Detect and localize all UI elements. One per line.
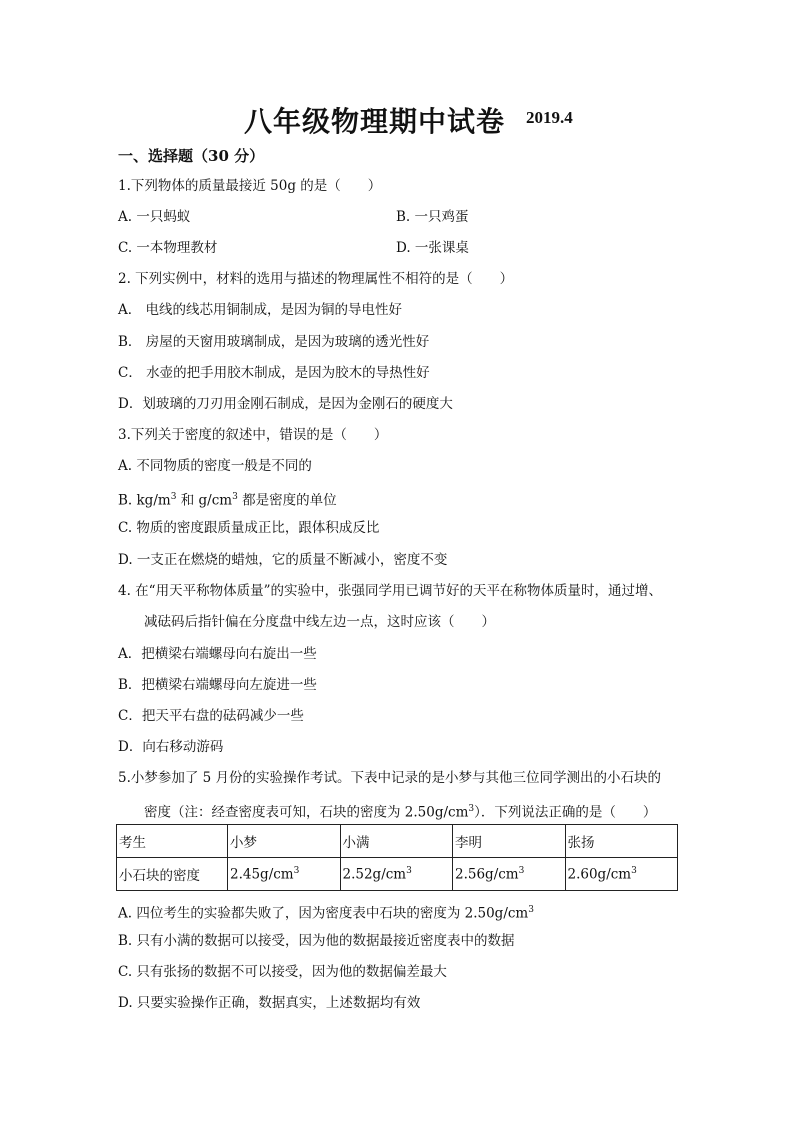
q5-option-a: A. 四位考生的实验都失败了，因为密度表中石块的密度为 $2.50g/cm^3$ xyxy=(118,905,534,922)
q4-stem-line1: 4. 在“用天平称物体质量”的实验中，张强同学用已调节好的天平在称物体质量时，通过增、 xyxy=(118,583,662,599)
q3-option-d: D. 一支正在燃烧的蜡烛，它的质量不断减小，密度不变 xyxy=(118,552,448,568)
table-cell: $2.60g/cm^3$ xyxy=(565,858,678,891)
q4-stem-line2: 减砝码后指针偏在分度盘中线左边一点，这时应该（ ） xyxy=(144,614,495,630)
q4-option-b: B．把横梁右端螺母向左旋进一些 xyxy=(118,677,317,693)
q1-option-c: C. 一本物理教材 xyxy=(118,240,218,256)
table-cell: $2.45g/cm^3$ xyxy=(228,858,341,891)
q5-option-d: D. 只要实验操作正确，数据真实，上述数据均有效 xyxy=(118,995,421,1011)
table-cell: $2.56g/cm^3$ xyxy=(453,858,566,891)
table-header-row xyxy=(117,825,678,858)
section-heading: 一、选择题（30 分） xyxy=(118,147,265,165)
q3-option-c: C. 物质的密度跟质量成正比，跟体积成反比 xyxy=(118,520,380,536)
exam-date: 2019.4 xyxy=(526,108,573,127)
q4-option-c: C．把天平右盘的砝码减少一些 xyxy=(118,708,304,724)
q5-option-c: C. 只有张扬的数据不可以接受，因为他的数据偏差最大 xyxy=(118,964,447,980)
q1-stem: 1.下列物体的质量最接近 50g 的是（ ） xyxy=(118,178,382,194)
header xyxy=(0,100,794,140)
q4-option-a: A．把横梁右端螺母向右旋出一些 xyxy=(118,646,317,662)
table-header-cell: 李明 xyxy=(453,825,566,858)
q3-stem: 3.下列关于密度的叙述中，错误的是（ ） xyxy=(118,427,388,443)
density-table xyxy=(116,824,678,891)
page-title: 八年级物理期中试卷 xyxy=(244,105,506,138)
q4-option-d: D．向右移动游码 xyxy=(118,739,224,755)
table-cell: $2.52g/cm^3$ xyxy=(340,858,453,891)
q5-stem-line1: 5.小梦参加了 5 月份的实验操作考试。下表中记录的是小梦与其他三位同学测出的小石块的 xyxy=(118,770,662,786)
q1-option-d: D. 一张课桌 xyxy=(396,240,469,256)
q1-option-b: B. 一只鸡蛋 xyxy=(396,209,469,225)
q5-stem-line2: 密度（注：经查密度表可知，石块的密度为 $2.50g/cm^3$）．下列说法正确的是（ ） xyxy=(144,804,657,821)
table-header-cell: 考生 xyxy=(117,825,228,858)
table-row xyxy=(117,858,678,891)
q2-option-d: D．划玻璃的刀刃用金刚石制成，是因为金刚石的硬度大 xyxy=(118,396,453,412)
table-header-cell: 小满 xyxy=(340,825,453,858)
q1-option-a: A. 一只蚂蚁 xyxy=(118,209,191,225)
q2-option-c: C． 水壶的把手用胶木制成，是因为胶木的导热性好 xyxy=(118,365,430,381)
q3-option-b: B. $kg/m^3$ 和 $g/cm^3$ 都是密度的单位 xyxy=(118,492,337,509)
q5-option-b: B. 只有小满的数据可以接受，因为他的数据最接近密度表中的数据 xyxy=(118,933,515,949)
table-header-cell: 张扬 xyxy=(565,825,678,858)
table-row-label: 小石块的密度 xyxy=(117,858,228,891)
q2-option-b: B． 房屋的天窗用玻璃制成，是因为玻璃的透光性好 xyxy=(118,334,430,350)
q2-stem: 2. 下列实例中，材料的选用与描述的物理属性不相符的是（ ） xyxy=(118,271,514,287)
q3-option-a: A. 不同物质的密度一般是不同的 xyxy=(118,458,312,474)
table-header-cell: 小梦 xyxy=(228,825,341,858)
q2-option-a: A． 电线的线芯用铜制成，是因为铜的导电性好 xyxy=(118,302,403,318)
